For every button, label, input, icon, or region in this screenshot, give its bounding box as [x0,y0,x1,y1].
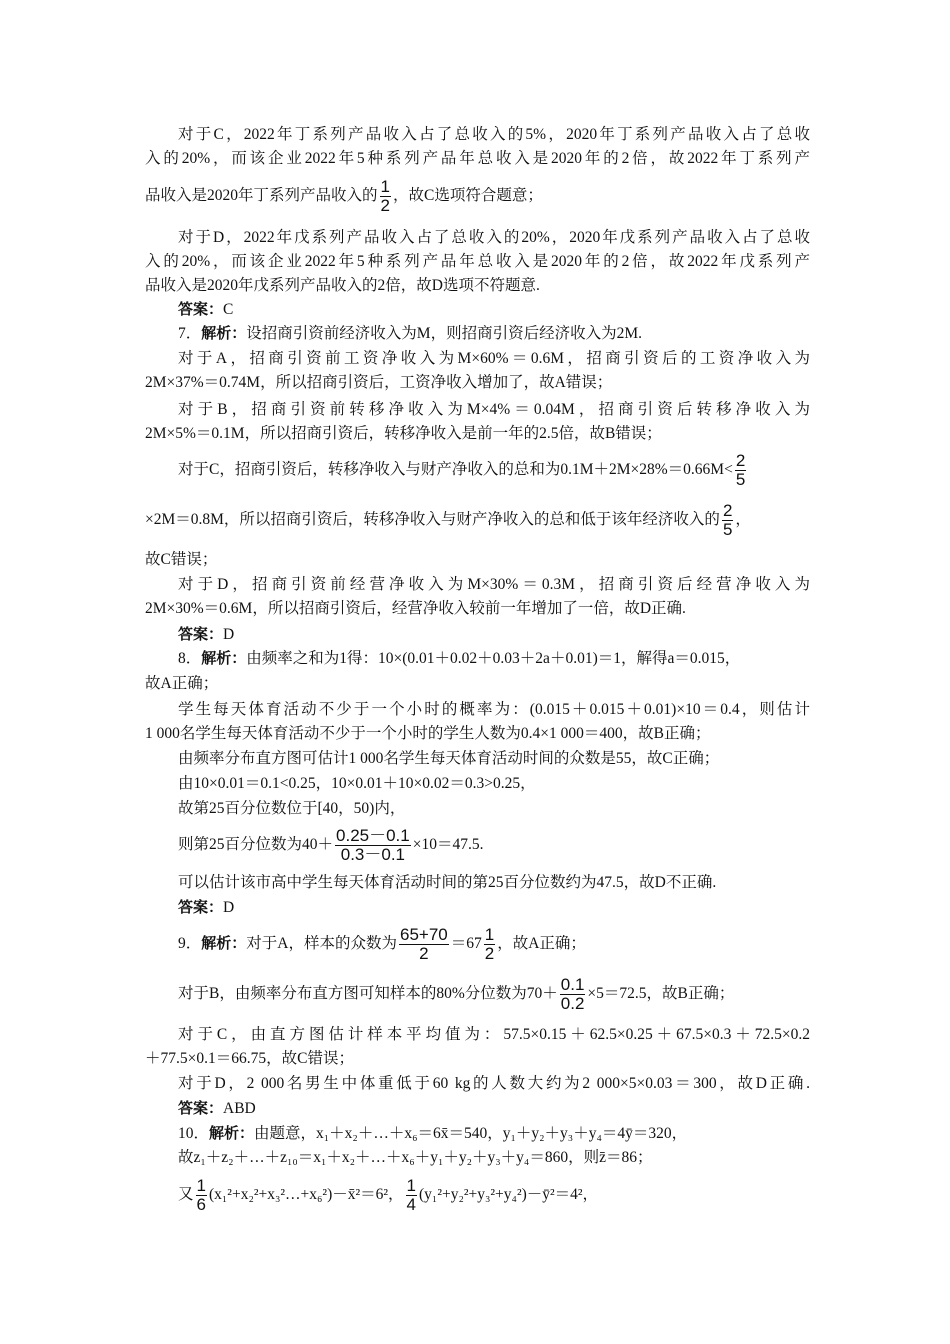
text-span: ＝67 [450,935,482,952]
text-line [178,449,810,491]
text-span: 由题意，x₁＋x₂＋…＋x₆＝6x̄＝540，y₁＋y₂＋y₃＋y₄＝4ȳ＝320， [254,1125,688,1142]
text-line [178,1172,810,1218]
text-span: ，故C选项符合题意； [392,187,543,204]
answer-line [178,1098,810,1120]
denominator: 2 [484,943,495,963]
text-line [178,973,810,1015]
text-line: 故A正确； [145,675,219,692]
denominator: 2 [380,195,390,215]
numerator: 1 [484,925,495,945]
text-line: 由频率分布直方图可估计1 000名学生每天体育活动时间的众数是55，故C正确； [178,750,720,767]
question-number: 10． [178,1125,210,1142]
text-line: 2M×30%＝0.6M，所以招商引资后，经营净收入较前一年增加了一倍，故D正确. [145,600,686,617]
text-line: 故第25百分位数位于[40，50)内， [178,800,406,817]
answer-label: 答案： [178,1100,224,1117]
answer-label: 答案： [178,626,224,643]
text-span: ×2M＝0.8M，所以招商引资后，转移净收入与财产净收入的总和低于该年经济收入的 [145,511,720,528]
answer-label: 答案： [178,301,224,318]
text-span: 对于A，样本的众数为 [246,935,397,952]
numerator: 65+70 [399,925,448,945]
analysis-label: 解析： [201,650,247,667]
text-line: 对于B，招商引资前转移净收入为M×4%＝0.04M，招商引资后转移净收入为 [178,401,810,418]
text-span: ×5＝72.5，故B正确； [587,985,735,1002]
numerator: 1 [380,177,390,197]
question-number: 8． [178,650,202,667]
fraction [196,1177,207,1214]
text-span: 对于C，招商引资后，转移净收入与财产净收入的总和为0.1M＋2M×28%＝0.66M< [178,461,733,478]
numerator: 0.1 [560,975,585,995]
denominator: 4 [406,1194,416,1214]
answer-value: D [223,626,235,643]
numerator: 2 [722,501,733,521]
denominator: 6 [196,1194,206,1214]
numerator: 1 [406,1176,416,1196]
text-line [178,824,810,866]
numerator: 2 [735,451,746,471]
text-line: 2M×5%＝0.1M，所以招商引资后，转移净收入是前一年的2.5倍，故B错误； [145,425,662,442]
question-8-header [178,648,810,670]
text-span: 设招商引资前经济收入为M，则招商引资后经济收入为2M. [246,325,642,342]
fraction [722,502,733,539]
analysis-label: 解析： [201,325,247,342]
text-line: 对于C，由直方图估计样本平均值为：57.5×0.15＋62.5×0.25＋67.5×0.3＋72.5×0.2 [178,1026,810,1043]
text-span: ，故A正确； [497,935,586,952]
answer-line [178,897,810,919]
denominator: 5 [722,519,733,539]
text-line: 学生每天体育活动不少于一个小时的概率为：(0.015＋0.015＋0.01)×10＝0.4，则估计 [178,701,810,718]
text-line [145,176,810,216]
fraction [560,976,586,1013]
question-7-header [178,323,810,345]
text-line: 可以估计该市高中学生每天体育活动时间的第25百分位数约为47.5，故D不正确. [178,874,717,891]
text-span: ×10＝47.5. [412,836,484,853]
denominator: 0.3－0.1 [340,844,406,864]
text-line: 对于A，招商引资前工资净收入为M×60%＝0.6M，招商引资后的工资净收入为 [178,350,810,367]
text-line: 由10×0.01＝0.1<0.25，10×0.01＋10×0.02＝0.3>0.25， [178,775,536,792]
text-span: 由频率之和为1得：10×(0.01＋0.02＋0.03＋2a＋0.01)＝1，解得a＝0.015， [246,650,741,667]
fraction [735,452,746,489]
text-span: 对于B，由频率分布直方图可知样本的80%分位数为70＋ [178,985,558,1002]
text-line: 2M×37%＝0.74M，所以招商引资后，工资净收入增加了，故A错误； [145,374,613,391]
text-line [145,499,810,541]
question-9-header [178,923,810,965]
text-line: 品收入是2020年戊系列产品收入的2倍，故D选项不符题意. [145,277,540,294]
answer-line [178,624,810,646]
text-line: 对于D，招商引资前经营净收入为M×30%＝0.3M，招商引资后经营净收入为 [178,576,810,593]
text-span: 品收入是2020年丁系列产品收入的 [145,187,378,204]
answer-label: 答案： [178,899,224,916]
question-10-header [178,1123,810,1145]
text-line: ＋77.5×0.1＝66.75，故C错误； [145,1050,354,1067]
answer-line [178,299,810,321]
numerator: 1 [196,1176,206,1196]
fraction [335,827,411,864]
denominator: 2 [419,943,429,963]
text-line: 1 000名学生每天体育活动不少于一个小时的学生人数为0.4×1 000＝400，故B正确； [145,725,711,742]
analysis-label: 解析： [201,935,247,952]
fraction [406,1177,417,1214]
text-line: 入的20%，而该企业2022年5种系列产品年总收入是2020年的2倍，故2022年戊系列产 [145,253,810,270]
text-line: 对于D，2022年戊系列产品收入占了总收入的20%，2020年戊系列产品收入占了总收 [178,229,810,246]
text-line: 故C错误； [145,551,218,568]
fraction [484,926,495,963]
text-line: 故z₁＋z₂＋…＋z₁₀＝x₁＋x₂＋…＋x₆＋y₁＋y₂＋y₃＋y₄＝860，则z̄＝86； [178,1149,653,1166]
denominator: 5 [735,469,746,489]
fraction [380,178,391,215]
text-span: (x₁²+x₂²+x₃²…+x₆²)－x̄²＝6²， [208,1186,404,1203]
text-line: 入的20%，而该企业2022年5种系列产品年总收入是2020年的2倍，故2022年丁系列产 [145,150,810,167]
answer-value: D [223,899,235,916]
question-number: 7． [178,325,202,342]
answer-value: C [223,301,234,318]
text-span: ， [735,511,751,528]
answer-value: ABD [223,1100,256,1117]
text-line: 对于D，2 000名男生中体重低于60 kg的人数大约为2 000×5×0.03＝300，故D正确. [178,1075,810,1092]
text-span: 则第25百分位数为40＋ [178,836,334,853]
question-number: 9． [178,935,202,952]
fraction [399,926,449,963]
text-span: 又 [178,1186,194,1203]
denominator: 0.2 [560,993,585,1013]
numerator: 0.25－0.1 [336,826,410,846]
text-span: (y₁²+y₂²+y₃²+y₄²)－ȳ²＝4²， [419,1186,599,1203]
analysis-label: 解析： [209,1125,255,1142]
text-line: 对于C，2022年丁系列产品收入占了总收入的5%，2020年丁系列产品收入占了总收 [178,126,810,143]
